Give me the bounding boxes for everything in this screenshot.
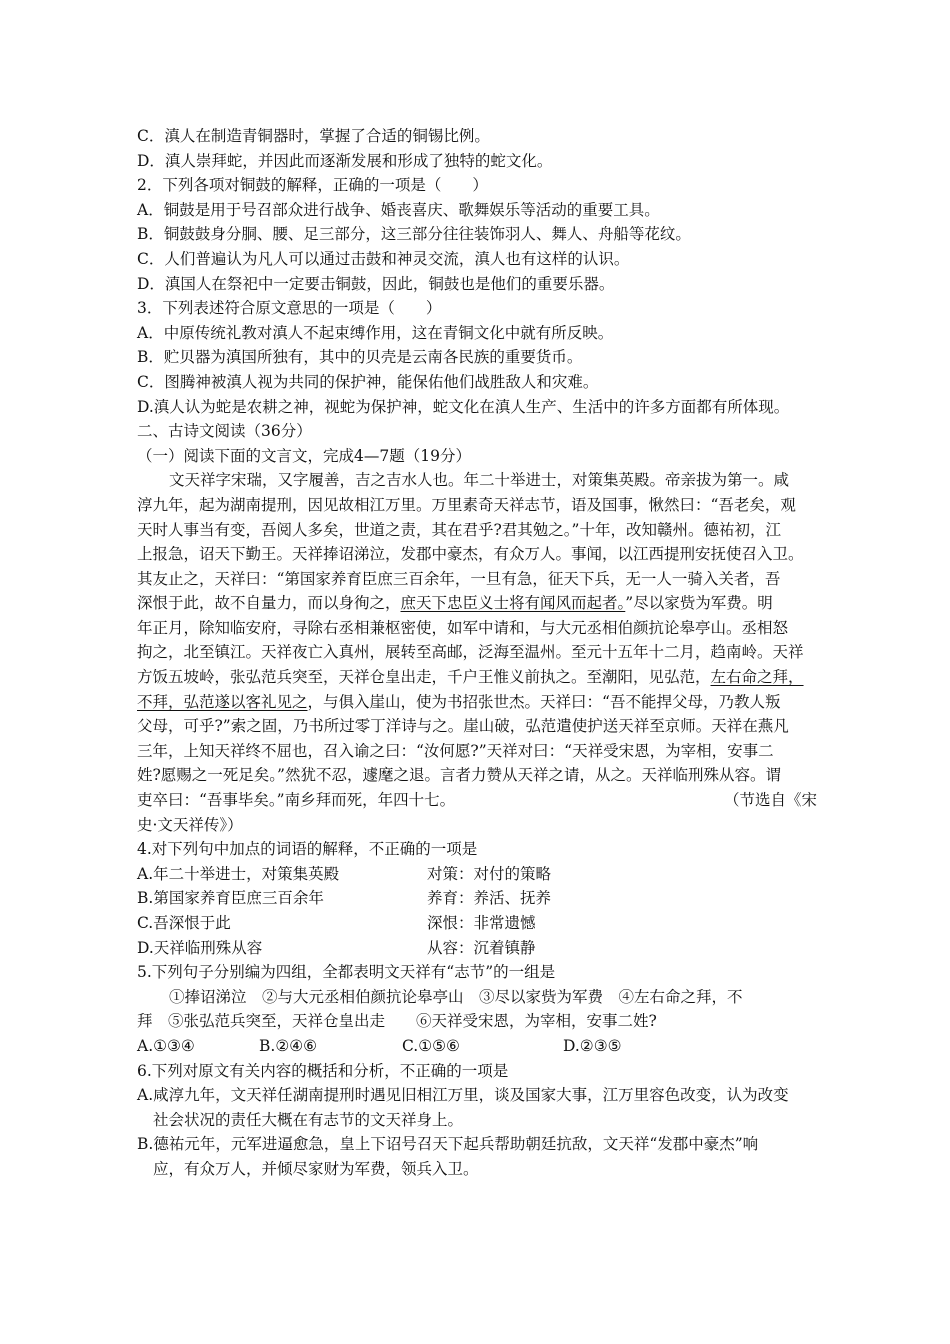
subsection-heading: （一）阅读下面的文言文，完成4—7题（19分） — [137, 446, 471, 465]
passage-source: （节选自《宋 — [723, 791, 817, 810]
passage-line: 拘之，北至镇江。天祥夜亡入真州，展转至高邮，泛海至温州。至元十五年十二月，趋南岭。天祥 — [137, 643, 804, 662]
q4-explanation: 深恨：非常遗憾 — [427, 914, 536, 932]
q4-sentence: C.吾深恨于此 — [137, 914, 231, 932]
passage-source-cont: 史·文天祥传》） — [137, 815, 243, 834]
q1-option-d: D．滇人崇拜蛇，并因此而逐渐发展和形成了独特的蛇文化。 — [137, 151, 553, 170]
passage-line: 三年，上知天祥终不屈也，召入谕之曰：“汝何愿?”天祥对曰：“天祥受宋恩，为宰相，安事二 — [137, 741, 774, 760]
passage-line: 上报急，诏天下勤王。天祥捧诏涕泣，发郡中豪杰，有众万人。事闻，以江西提刑安抚使召入卫。 — [137, 545, 804, 564]
q4-sentence: A.年二十举进士，对策集英殿 — [137, 864, 340, 883]
q5-items-cont: 拜 ⑤张弘范兵突至，天祥仓皇出走 ⑥天祥受宋恩，为宰相，安事二姓? — [137, 1012, 657, 1031]
underlined-sentence: 左右命之拜， — [710, 668, 804, 687]
q4-option-c — [137, 911, 817, 936]
q2-option-a: A．铜鼓是用于号召部众进行战争、婚丧喜庆、歌舞娱乐等活动的重要工具。 — [137, 200, 660, 219]
underlined-sentence: 庶天下忠臣义士将有闻风而起者。 — [400, 594, 626, 613]
passage-line: 年正月，除知临安府，寻除右丞相兼枢密使，如军中请和，与大元丞相伯颜抗论皋亭山。丞相怒 — [137, 618, 789, 637]
q5-stem: 5.下列句子分别编为四组，全都表明文天祥有“志节”的一组是 — [137, 963, 556, 982]
passage-line: 文天祥字宋瑞，又字履善，吉之吉水人也。年二十举进士，对策集英殿。帝亲拔为第一。咸 — [169, 471, 790, 490]
q5-option-a: A.①③④ — [137, 1036, 195, 1055]
q2-option-d: D．滇国人在祭祀中一定要击铜鼓，因此，铜鼓也是他们的重要乐器。 — [137, 274, 615, 293]
q2-option-b: B．铜鼓鼓身分胴、腰、足三部分，这三部分往往装饰羽人、舞人、舟船等花纹。 — [137, 225, 691, 244]
q6-option-b: B.德祐元年，元军进逼愈急，皇上下诏号召天下起兵帮助朝廷抗敌，文天祥“发郡中豪杰”响 — [137, 1135, 759, 1154]
passage-line: 姓?愿赐之一死足矣。”然犹不忍，遽麾之退。言者力赞从天祥之请，从之。天祥临刑殊从容。谓 — [137, 766, 781, 785]
passage-line — [137, 591, 817, 616]
passage-text: 方饭五坡岭，张弘范兵突至，天祥仓皇出走，千户王惟义前执之。至潮阳，见弘范， — [137, 668, 711, 687]
q5-options — [137, 1034, 817, 1059]
q4-explanation: 从容：沉着镇静 — [427, 938, 536, 957]
passage-line — [137, 690, 817, 715]
exam-page — [137, 124, 817, 1182]
q1-option-c: C．滇人在制造青铜器时，掌握了合适的铜锡比例。 — [137, 127, 490, 145]
q4-option-b — [137, 886, 817, 911]
q3-option-a: A．中原传统礼教对滇人不起束缚作用，这在青铜文化中就有所反映。 — [137, 323, 614, 342]
q2-option-c: C．人们普遍认为凡人可以通过击鼓和神灵交流，滇人也有这样的认识。 — [137, 249, 630, 268]
q2-stem: 2．下列各项对铜鼓的解释，正确的一项是（ ） — [137, 176, 488, 195]
q4-explanation: 对策：对付的策略 — [427, 864, 552, 883]
q4-sentence: B.第国家养育臣庶三百余年 — [137, 889, 324, 908]
passage-text: ，与俱入崖山，使为书招张世杰。天祥曰：“吾不能捍父母，乃教人叛 — [307, 692, 781, 711]
q5-items: ①捧诏涕泣 ②与大元丞相伯颜抗论皋亭山 ③尽以家赀为军费 ④左右命之拜，不 — [169, 987, 743, 1006]
q6-stem: 6.下列对原文有关内容的概括和分析，不正确的一项是 — [137, 1061, 509, 1080]
passage-text: 深恨于此，故不自量力，而以身徇之， — [137, 594, 401, 613]
q3-option-b: B．贮贝器为滇国所独有，其中的贝壳是云南各民族的重要货币。 — [137, 348, 583, 367]
passage-line: 父母，可乎?”索之固，乃书所过零丁洋诗与之。崖山破，弘范遣使护送天祥至京师。天祥在燕凡 — [137, 717, 789, 736]
q4-explanation: 养育：养活、抚养 — [427, 889, 552, 908]
q6-option-a-cont: 社会状况的责任大概在有志节的文天祥身上。 — [153, 1110, 464, 1129]
q5-option-d: D.②③⑤ — [563, 1036, 622, 1055]
passage-text: ”尽以家赀为军费。明 — [625, 594, 773, 613]
q3-option-c: C．图腾神被滇人视为共同的保护神，能保佑他们战胜敌人和灾难。 — [137, 372, 599, 391]
passage-line: 淳九年，起为湖南提刑，因见故相江万里。万里素奇天祥志节，语及国事，愀然曰：“吾老矣，观 — [137, 495, 796, 514]
q6-option-a: A.咸淳九年，文天祥任湖南提刑时遇见旧相江万里，谈及国家大事，江万里容色改变，认为改变 — [137, 1086, 789, 1105]
q6-option-b-cont: 应，有众万人，并倾尽家财为军费，领兵入卫。 — [153, 1159, 479, 1178]
q3-option-d: D.滇人认为蛇是农耕之神，视蛇为保护神，蛇文化在滇人生产、生活中的许多方面都有所体现。 — [137, 397, 790, 416]
passage-line — [137, 788, 817, 813]
q4-option-d — [137, 936, 817, 961]
q4-sentence: D.天祥临刑殊从容 — [137, 938, 263, 957]
q4-stem: 4.对下列句中加点的词语的解释，不正确的一项是 — [137, 840, 478, 859]
q4-option-a — [137, 862, 817, 887]
passage-line: 其友止之，天祥曰：“第国家养育臣庶三百余年，一旦有急，征天下兵，无一人一骑入关者，吾 — [137, 569, 781, 588]
classical-passage — [137, 468, 817, 837]
q5-option-b: B.②④⑥ — [259, 1036, 318, 1055]
q5-option-c: C.①⑤⑥ — [402, 1036, 460, 1055]
passage-text: 吏卒曰：“吾事毕矣。”南乡拜而死，年四十七。 — [137, 791, 456, 810]
underlined-sentence: 不拜，弘范遂以客礼见之 — [137, 692, 308, 711]
q3-stem: 3．下列表述符合原文意思的一项是（ ） — [137, 299, 442, 318]
passage-line: 天时人事当有变，吾阅人多矣，世道之责，其在君乎?君其勉之。”十年，改知赣州。德祐初，江 — [137, 520, 781, 539]
section-heading: 二、古诗文阅读（36分） — [137, 422, 312, 441]
passage-line — [137, 665, 817, 690]
